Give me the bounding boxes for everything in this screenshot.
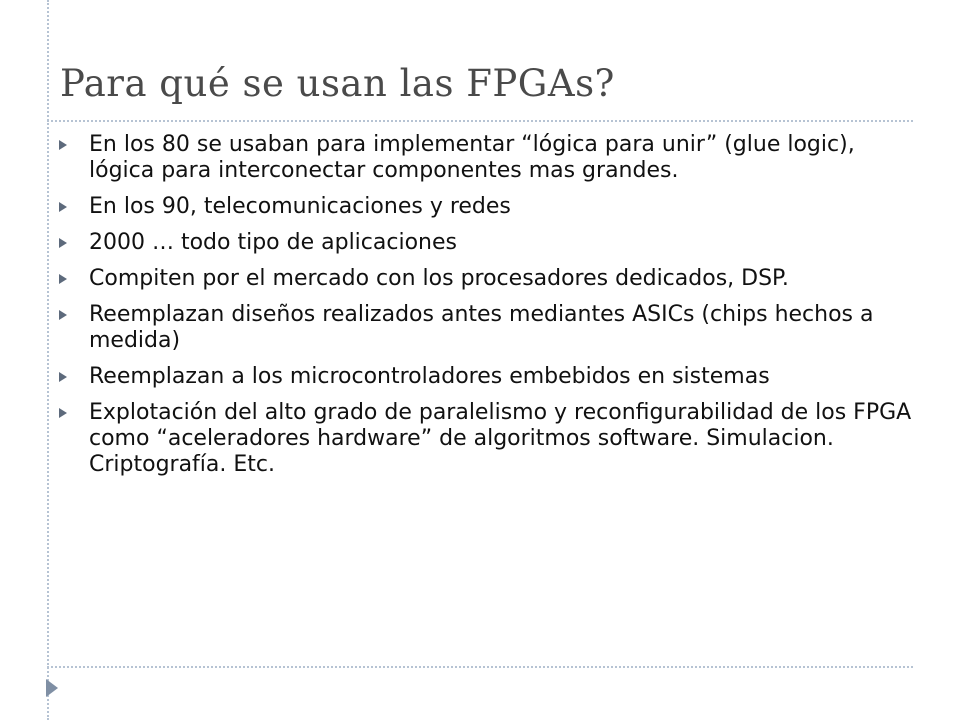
bullet-text: Compiten por el mercado con los procesadores dedicados, DSP.: [89, 266, 789, 291]
triangle-right-icon: [59, 408, 67, 418]
bullet-item: [55, 230, 915, 256]
slide-title: Para qué se usan las FPGAs?: [60, 62, 615, 105]
bullet-text: Reemplazan diseños realizados antes mediantes ASICs (chips hechos a medida): [89, 302, 874, 353]
left-dotted-rule: [47, 0, 49, 720]
triangle-right-icon: [59, 274, 67, 284]
bullet-item: [55, 364, 915, 390]
bullet-item: [55, 132, 915, 184]
title-dotted-rule: [47, 120, 913, 122]
bullet-list: [55, 132, 915, 488]
bullet-text: Explotación del alto grado de paralelismo y reconfigurabilidad de los FPGA como “aceleradores hardware” de algoritmos software. Simulacion. Criptografía. Etc.: [89, 400, 912, 477]
bullet-item: [55, 194, 915, 220]
bullet-text: 2000 … todo tipo de aplicaciones: [89, 230, 457, 255]
triangle-right-icon: [59, 372, 67, 382]
triangle-right-icon: [59, 238, 67, 248]
bullet-text: Reemplazan a los microcontroladores embebidos en sistemas: [89, 364, 770, 389]
triangle-right-icon: [59, 202, 67, 212]
triangle-right-icon: [59, 310, 67, 320]
bullet-item: [55, 266, 915, 292]
footer-dotted-rule: [47, 666, 913, 668]
triangle-right-icon: [59, 140, 67, 150]
play-arrow-icon[interactable]: [46, 679, 58, 697]
bullet-text: En los 80 se usaban para implementar “lógica para unir” (glue logic), lógica para interconectar componentes mas grandes.: [89, 132, 855, 183]
bullet-item: [55, 400, 915, 478]
bullet-text: En los 90, telecomunicaciones y redes: [89, 194, 511, 219]
bullet-item: [55, 302, 915, 354]
